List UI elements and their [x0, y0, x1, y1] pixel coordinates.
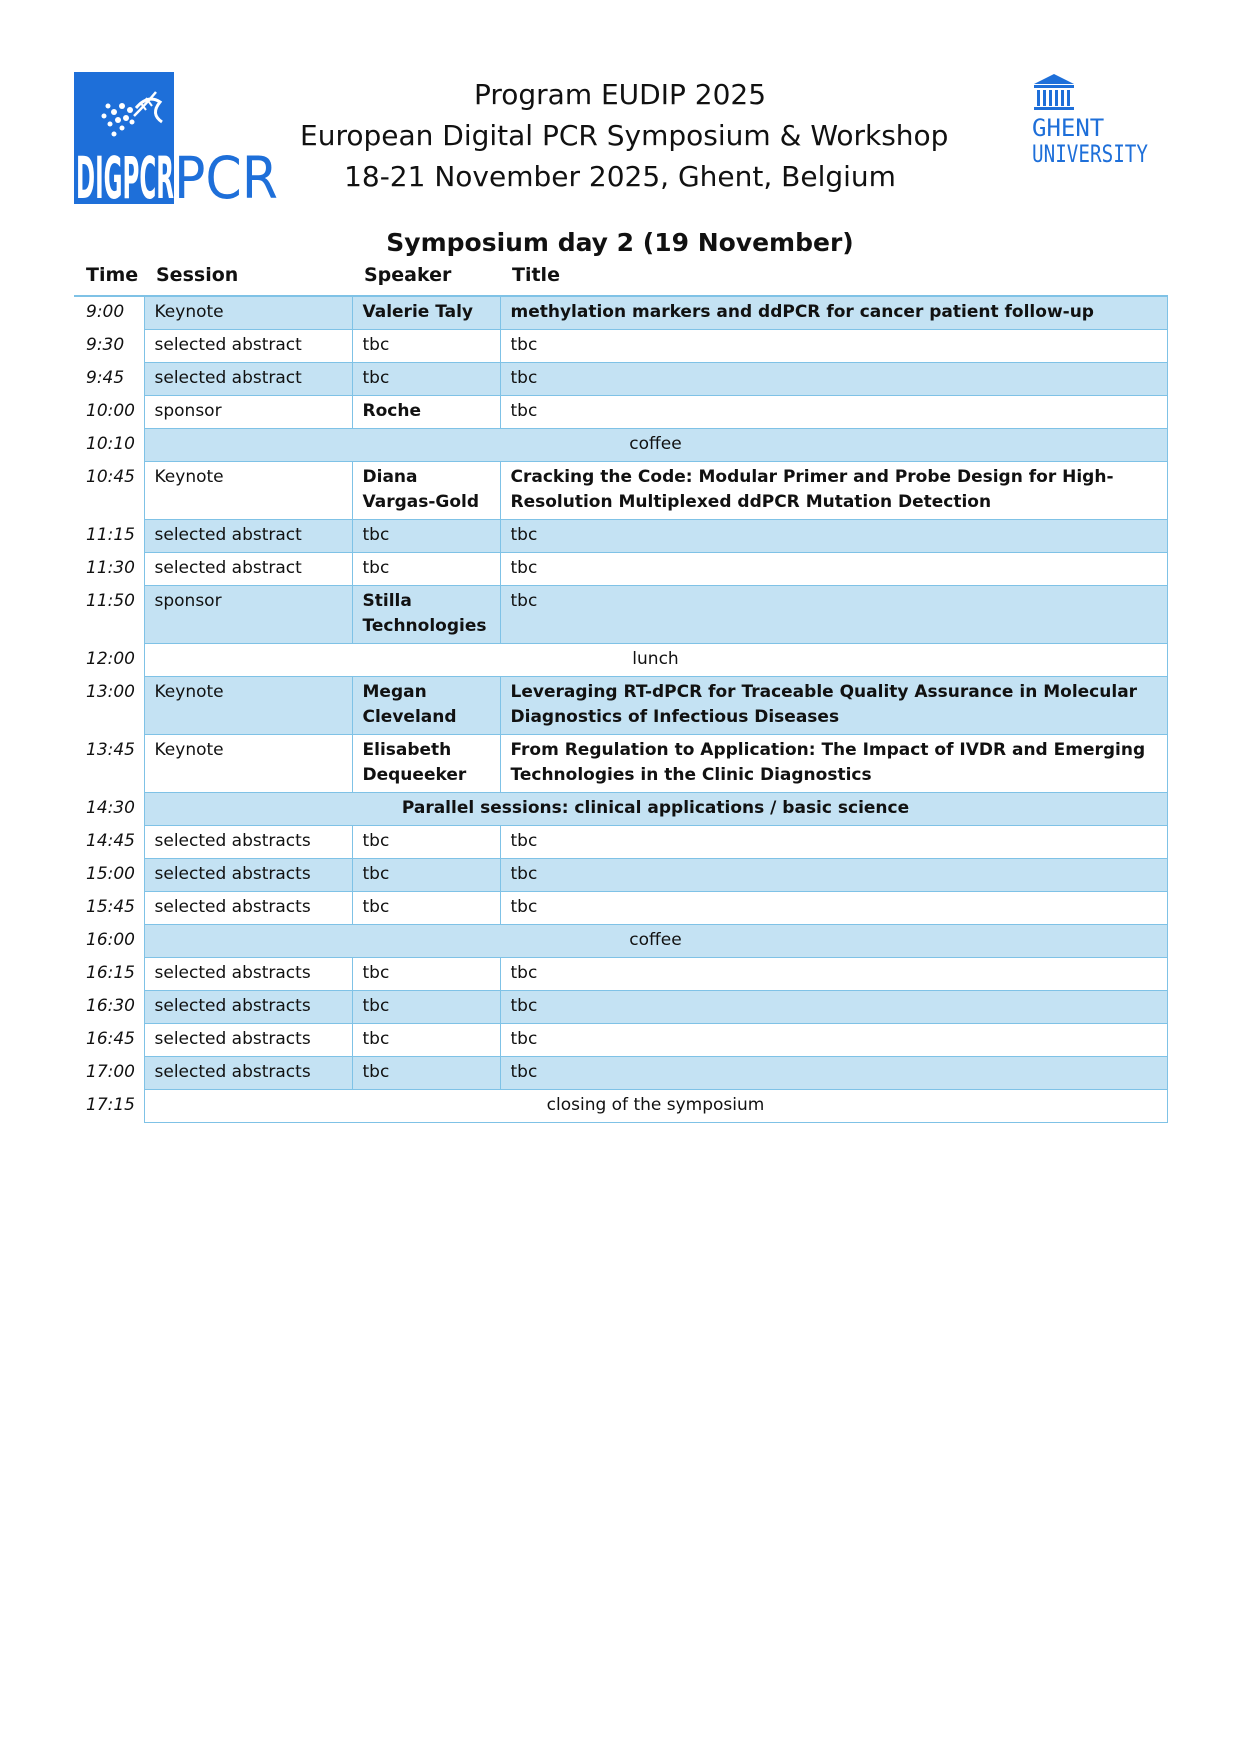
- time-cell: 10:00: [74, 396, 144, 429]
- time-cell: 13:45: [74, 735, 144, 793]
- speaker-cell: tbc: [352, 363, 500, 396]
- column-header-session: Session: [156, 264, 239, 286]
- speaker-cell: tbc: [352, 892, 500, 925]
- speaker-cell: tbc: [352, 1057, 500, 1090]
- session-cell: selected abstracts: [144, 826, 352, 859]
- session-cell: sponsor: [144, 396, 352, 429]
- speaker-cell: tbc: [352, 330, 500, 363]
- table-row: [74, 644, 1167, 677]
- session-cell: selected abstracts: [144, 991, 352, 1024]
- time-cell: 10:45: [74, 462, 144, 520]
- title-cell: Cracking the Code: Modular Primer and Probe Design for High-Resolution Multiplexed ddPCR Mutation Detection: [500, 462, 1167, 520]
- speaker-cell: tbc: [352, 1024, 500, 1057]
- session-cell: Keynote: [144, 462, 352, 520]
- table-row: [74, 892, 1167, 925]
- title-cell: tbc: [500, 396, 1167, 429]
- time-cell: 17:15: [74, 1090, 144, 1123]
- speaker-cell: tbc: [352, 553, 500, 586]
- table-row: [74, 793, 1167, 826]
- time-cell: 16:00: [74, 925, 144, 958]
- break-cell: Parallel sessions: clinical applications / basic science: [144, 793, 1167, 826]
- title-cell: tbc: [500, 586, 1167, 644]
- speaker-cell: Diana Vargas-Gold: [352, 462, 500, 520]
- title-cell: tbc: [500, 520, 1167, 553]
- ghent-university-logo: [1030, 70, 1160, 180]
- session-cell: selected abstracts: [144, 892, 352, 925]
- title-cell: tbc: [500, 826, 1167, 859]
- session-cell: selected abstracts: [144, 958, 352, 991]
- session-cell: Keynote: [144, 677, 352, 735]
- time-cell: 12:00: [74, 644, 144, 677]
- title-cell: From Regulation to Application: The Impact of IVDR and Emerging Technologies in the Clinic Diagnostics: [500, 735, 1167, 793]
- digpcr-logo: [74, 72, 279, 204]
- title-cell: methylation markers and ddPCR for cancer patient follow-up: [500, 296, 1167, 330]
- session-cell: selected abstract: [144, 330, 352, 363]
- break-cell: coffee: [144, 429, 1167, 462]
- time-cell: 9:45: [74, 363, 144, 396]
- speaker-cell: Roche: [352, 396, 500, 429]
- program-title: [300, 74, 949, 197]
- time-cell: 13:00: [74, 677, 144, 735]
- session-cell: selected abstracts: [144, 1057, 352, 1090]
- time-cell: 10:10: [74, 429, 144, 462]
- title-cell: tbc: [500, 859, 1167, 892]
- title-cell: tbc: [500, 991, 1167, 1024]
- speaker-cell: tbc: [352, 520, 500, 553]
- time-cell: 11:30: [74, 553, 144, 586]
- table-row: [74, 296, 1167, 330]
- svg-text:PCR: PCR: [174, 144, 278, 204]
- table-row: [74, 1090, 1167, 1123]
- column-headers: [0, 264, 1240, 292]
- time-cell: 9:00: [74, 296, 144, 330]
- ghent-logo-line-2: UNIVERSITY: [1032, 140, 1149, 168]
- title-cell: tbc: [500, 553, 1167, 586]
- title-cell: tbc: [500, 1024, 1167, 1057]
- university-building-icon: [1034, 74, 1074, 110]
- time-cell: 14:30: [74, 793, 144, 826]
- table-row: [74, 363, 1167, 396]
- break-cell: lunch: [144, 644, 1167, 677]
- time-cell: 16:30: [74, 991, 144, 1024]
- table-row: [74, 925, 1167, 958]
- session-cell: selected abstract: [144, 520, 352, 553]
- session-cell: Keynote: [144, 296, 352, 330]
- time-cell: 15:00: [74, 859, 144, 892]
- speaker-cell: Stilla Technologies: [352, 586, 500, 644]
- page-header: [0, 0, 1240, 220]
- time-cell: 14:45: [74, 826, 144, 859]
- speaker-cell: Valerie Taly: [352, 296, 500, 330]
- title-line-1: Program EUDIP 2025: [473, 78, 767, 111]
- time-cell: 16:15: [74, 958, 144, 991]
- title-line-3: 18-21 November 2025, Ghent, Belgium: [344, 160, 896, 193]
- table-row: [74, 330, 1167, 363]
- title-line-2: European Digital PCR Symposium & Workshop: [300, 119, 949, 152]
- session-cell: selected abstracts: [144, 1024, 352, 1057]
- speaker-cell: Elisabeth Dequeeker: [352, 735, 500, 793]
- title-cell: tbc: [500, 330, 1167, 363]
- time-cell: 11:50: [74, 586, 144, 644]
- speaker-cell: Megan Cleveland: [352, 677, 500, 735]
- column-header-speaker: Speaker: [364, 264, 452, 286]
- time-cell: 16:45: [74, 1024, 144, 1057]
- table-row: [74, 553, 1167, 586]
- table-row: [74, 520, 1167, 553]
- speaker-cell: tbc: [352, 958, 500, 991]
- schedule-table: [74, 295, 1168, 1123]
- speaker-cell: tbc: [352, 859, 500, 892]
- break-cell: closing of the symposium: [144, 1090, 1167, 1123]
- table-row: [74, 396, 1167, 429]
- title-cell: tbc: [500, 958, 1167, 991]
- column-header-title: Title: [512, 264, 560, 286]
- table-row: [74, 1057, 1167, 1090]
- session-cell: selected abstract: [144, 553, 352, 586]
- day-title: Symposium day 2 (19 November): [386, 228, 854, 257]
- break-cell: coffee: [144, 925, 1167, 958]
- column-header-time: Time: [86, 264, 139, 286]
- title-cell: tbc: [500, 892, 1167, 925]
- table-row: [74, 735, 1167, 793]
- table-row: [74, 586, 1167, 644]
- title-cell: Leveraging RT-dPCR for Traceable Quality Assurance in Molecular Diagnostics of Infectious Diseases: [500, 677, 1167, 735]
- speaker-cell: tbc: [352, 826, 500, 859]
- digpcr-logo-text: DIGPCR: [76, 144, 174, 204]
- title-cell: tbc: [500, 363, 1167, 396]
- speaker-cell: tbc: [352, 991, 500, 1024]
- table-row: [74, 429, 1167, 462]
- table-row: [74, 462, 1167, 520]
- time-cell: 11:15: [74, 520, 144, 553]
- session-cell: Keynote: [144, 735, 352, 793]
- session-cell: selected abstract: [144, 363, 352, 396]
- title-cell: tbc: [500, 1057, 1167, 1090]
- time-cell: 15:45: [74, 892, 144, 925]
- session-cell: sponsor: [144, 586, 352, 644]
- time-cell: 9:30: [74, 330, 144, 363]
- table-row: [74, 958, 1167, 991]
- table-row: [74, 991, 1167, 1024]
- table-row: [74, 1024, 1167, 1057]
- time-cell: 17:00: [74, 1057, 144, 1090]
- table-row: [74, 677, 1167, 735]
- session-cell: selected abstracts: [144, 859, 352, 892]
- table-row: [74, 859, 1167, 892]
- table-row: [74, 826, 1167, 859]
- ghent-logo-line-1: GHENT: [1032, 114, 1105, 142]
